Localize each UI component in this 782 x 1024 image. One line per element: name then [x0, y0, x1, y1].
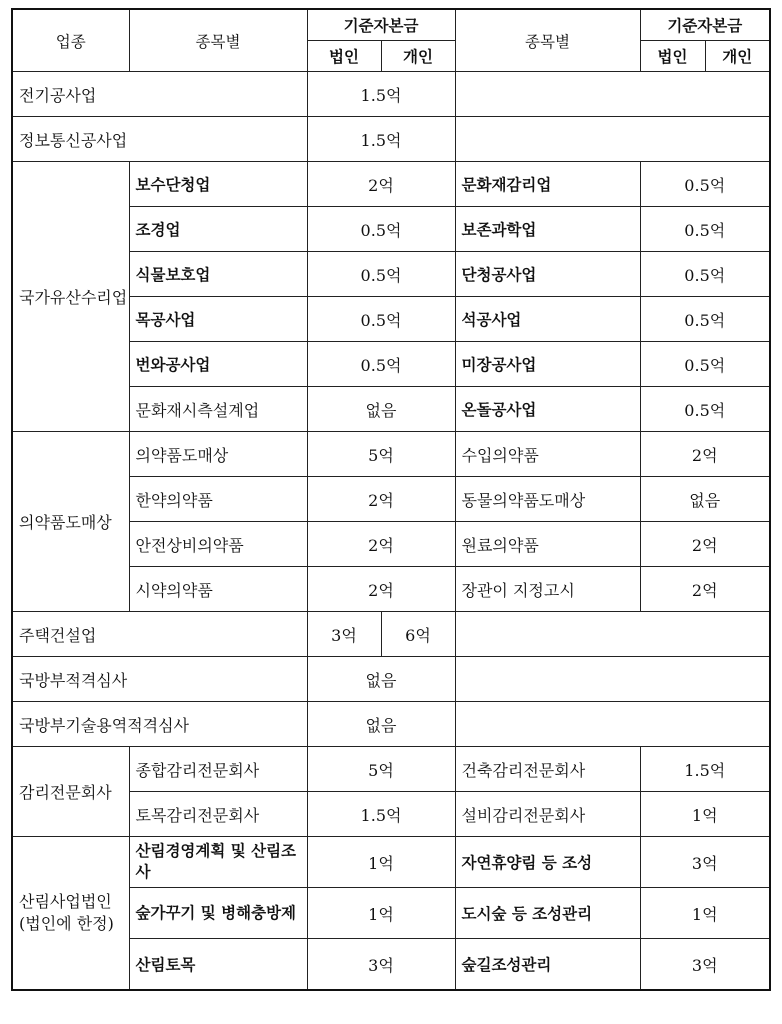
category-supervision: 감리전문회사: [12, 747, 129, 837]
value-left: 3억: [307, 939, 455, 991]
table-row: [12, 432, 770, 477]
value-right: 3억: [640, 837, 770, 888]
item-right: 미장공사업: [455, 342, 640, 387]
item-left: 의약품도매상: [129, 432, 307, 477]
category-pharma: 의약품도매상: [12, 432, 129, 612]
item-left: 한약의약품: [129, 477, 307, 522]
table-row: [12, 837, 770, 888]
header-indiv-right: 개인: [705, 41, 770, 72]
empty-cell: [455, 117, 770, 162]
industry-telecom: 정보통신공사업: [12, 117, 307, 162]
value-left: 없음: [307, 387, 455, 432]
value-right: 2억: [640, 567, 770, 612]
category-forestry-line1: 산림사업법인: [19, 892, 112, 911]
table-row: [12, 162, 770, 207]
table-row-mnd-qual: [12, 657, 770, 702]
value-mnd-tech: 없음: [307, 702, 455, 747]
item-right: 단청공사업: [455, 252, 640, 297]
category-forestry: [12, 837, 129, 991]
item-left: 보수단청업: [129, 162, 307, 207]
item-left: 조경업: [129, 207, 307, 252]
item-left: 숲가꾸기 및 병해충방제: [129, 888, 307, 939]
value-right: 1억: [640, 792, 770, 837]
header-industry: 업종: [12, 9, 129, 72]
table-row-housing: [12, 612, 770, 657]
industry-mnd-tech: 국방부기술용역적격심사: [12, 702, 307, 747]
header-indiv-left: 개인: [381, 41, 455, 72]
header-corp-left: 법인: [307, 41, 381, 72]
value-left: 0.5억: [307, 252, 455, 297]
item-left: 시약의약품: [129, 567, 307, 612]
value-left: 1억: [307, 837, 455, 888]
table-row: [12, 747, 770, 792]
value-left: 0.5억: [307, 207, 455, 252]
header-corp-right: 법인: [640, 41, 705, 72]
industry-mnd-qual: 국방부적격심사: [12, 657, 307, 702]
industry-housing: 주택건설업: [12, 612, 307, 657]
value-left: 2억: [307, 162, 455, 207]
item-left: 토목감리전문회사: [129, 792, 307, 837]
empty-cell: [455, 612, 770, 657]
value-left: 1.5억: [307, 792, 455, 837]
value-right: 2억: [640, 432, 770, 477]
item-right: 문화재감리업: [455, 162, 640, 207]
value-left: 5억: [307, 747, 455, 792]
capital-table-wrapper: [11, 8, 771, 991]
item-left: 번와공사업: [129, 342, 307, 387]
value-right: 0.5억: [640, 297, 770, 342]
item-right: 숲길조성관리: [455, 939, 640, 991]
header-capital-left: 기준자본금: [307, 9, 455, 41]
item-right: 자연휴양림 등 조성: [455, 837, 640, 888]
category-heritage: 국가유산수리업: [12, 162, 129, 432]
industry-electrical: 전기공사업: [12, 72, 307, 117]
value-housing-corp: 3억: [307, 612, 381, 657]
empty-cell: [455, 657, 770, 702]
value-housing-indiv: 6억: [381, 612, 455, 657]
item-left: 종합감리전문회사: [129, 747, 307, 792]
category-forestry-line2: (법인에 한정): [19, 914, 114, 933]
value-right: 1.5억: [640, 747, 770, 792]
value-right: 0.5억: [640, 207, 770, 252]
item-right: 온돌공사업: [455, 387, 640, 432]
value-right: 0.5억: [640, 387, 770, 432]
value-left: 2억: [307, 477, 455, 522]
value-left: 0.5억: [307, 297, 455, 342]
item-right: 장관이 지정고시: [455, 567, 640, 612]
empty-cell: [455, 72, 770, 117]
item-left: 산림토목: [129, 939, 307, 991]
value-right: 0.5억: [640, 162, 770, 207]
item-right: 보존과학업: [455, 207, 640, 252]
item-right: 수입의약품: [455, 432, 640, 477]
table-row-mnd-tech: [12, 702, 770, 747]
item-left: 목공사업: [129, 297, 307, 342]
value-telecom: 1.5억: [307, 117, 455, 162]
value-left: 5억: [307, 432, 455, 477]
value-right: 2억: [640, 522, 770, 567]
item-right: 석공사업: [455, 297, 640, 342]
value-right: 0.5억: [640, 252, 770, 297]
header-item-right: 종목별: [455, 9, 640, 72]
capital-requirements-table: [11, 8, 771, 991]
empty-cell: [455, 702, 770, 747]
item-right: 건축감리전문회사: [455, 747, 640, 792]
item-left: 산림경영계획 및 산림조사: [129, 837, 307, 888]
value-left: 2억: [307, 522, 455, 567]
value-left: 0.5억: [307, 342, 455, 387]
value-right: 없음: [640, 477, 770, 522]
header-item-left: 종목별: [129, 9, 307, 72]
item-left: 문화재시측설계업: [129, 387, 307, 432]
header-row-top: [12, 9, 770, 41]
item-left: 안전상비의약품: [129, 522, 307, 567]
value-left: 1억: [307, 888, 455, 939]
table-row-electrical: [12, 72, 770, 117]
header-capital-right: 기준자본금: [640, 9, 770, 41]
item-right: 동물의약품도매상: [455, 477, 640, 522]
item-right: 설비감리전문회사: [455, 792, 640, 837]
value-mnd-qual: 없음: [307, 657, 455, 702]
item-left: 식물보호업: [129, 252, 307, 297]
value-right: 1억: [640, 888, 770, 939]
value-right: 3억: [640, 939, 770, 991]
item-right: 도시숲 등 조성관리: [455, 888, 640, 939]
value-electrical: 1.5억: [307, 72, 455, 117]
item-right: 원료의약품: [455, 522, 640, 567]
table-row-telecom: [12, 117, 770, 162]
value-left: 2억: [307, 567, 455, 612]
value-right: 0.5억: [640, 342, 770, 387]
